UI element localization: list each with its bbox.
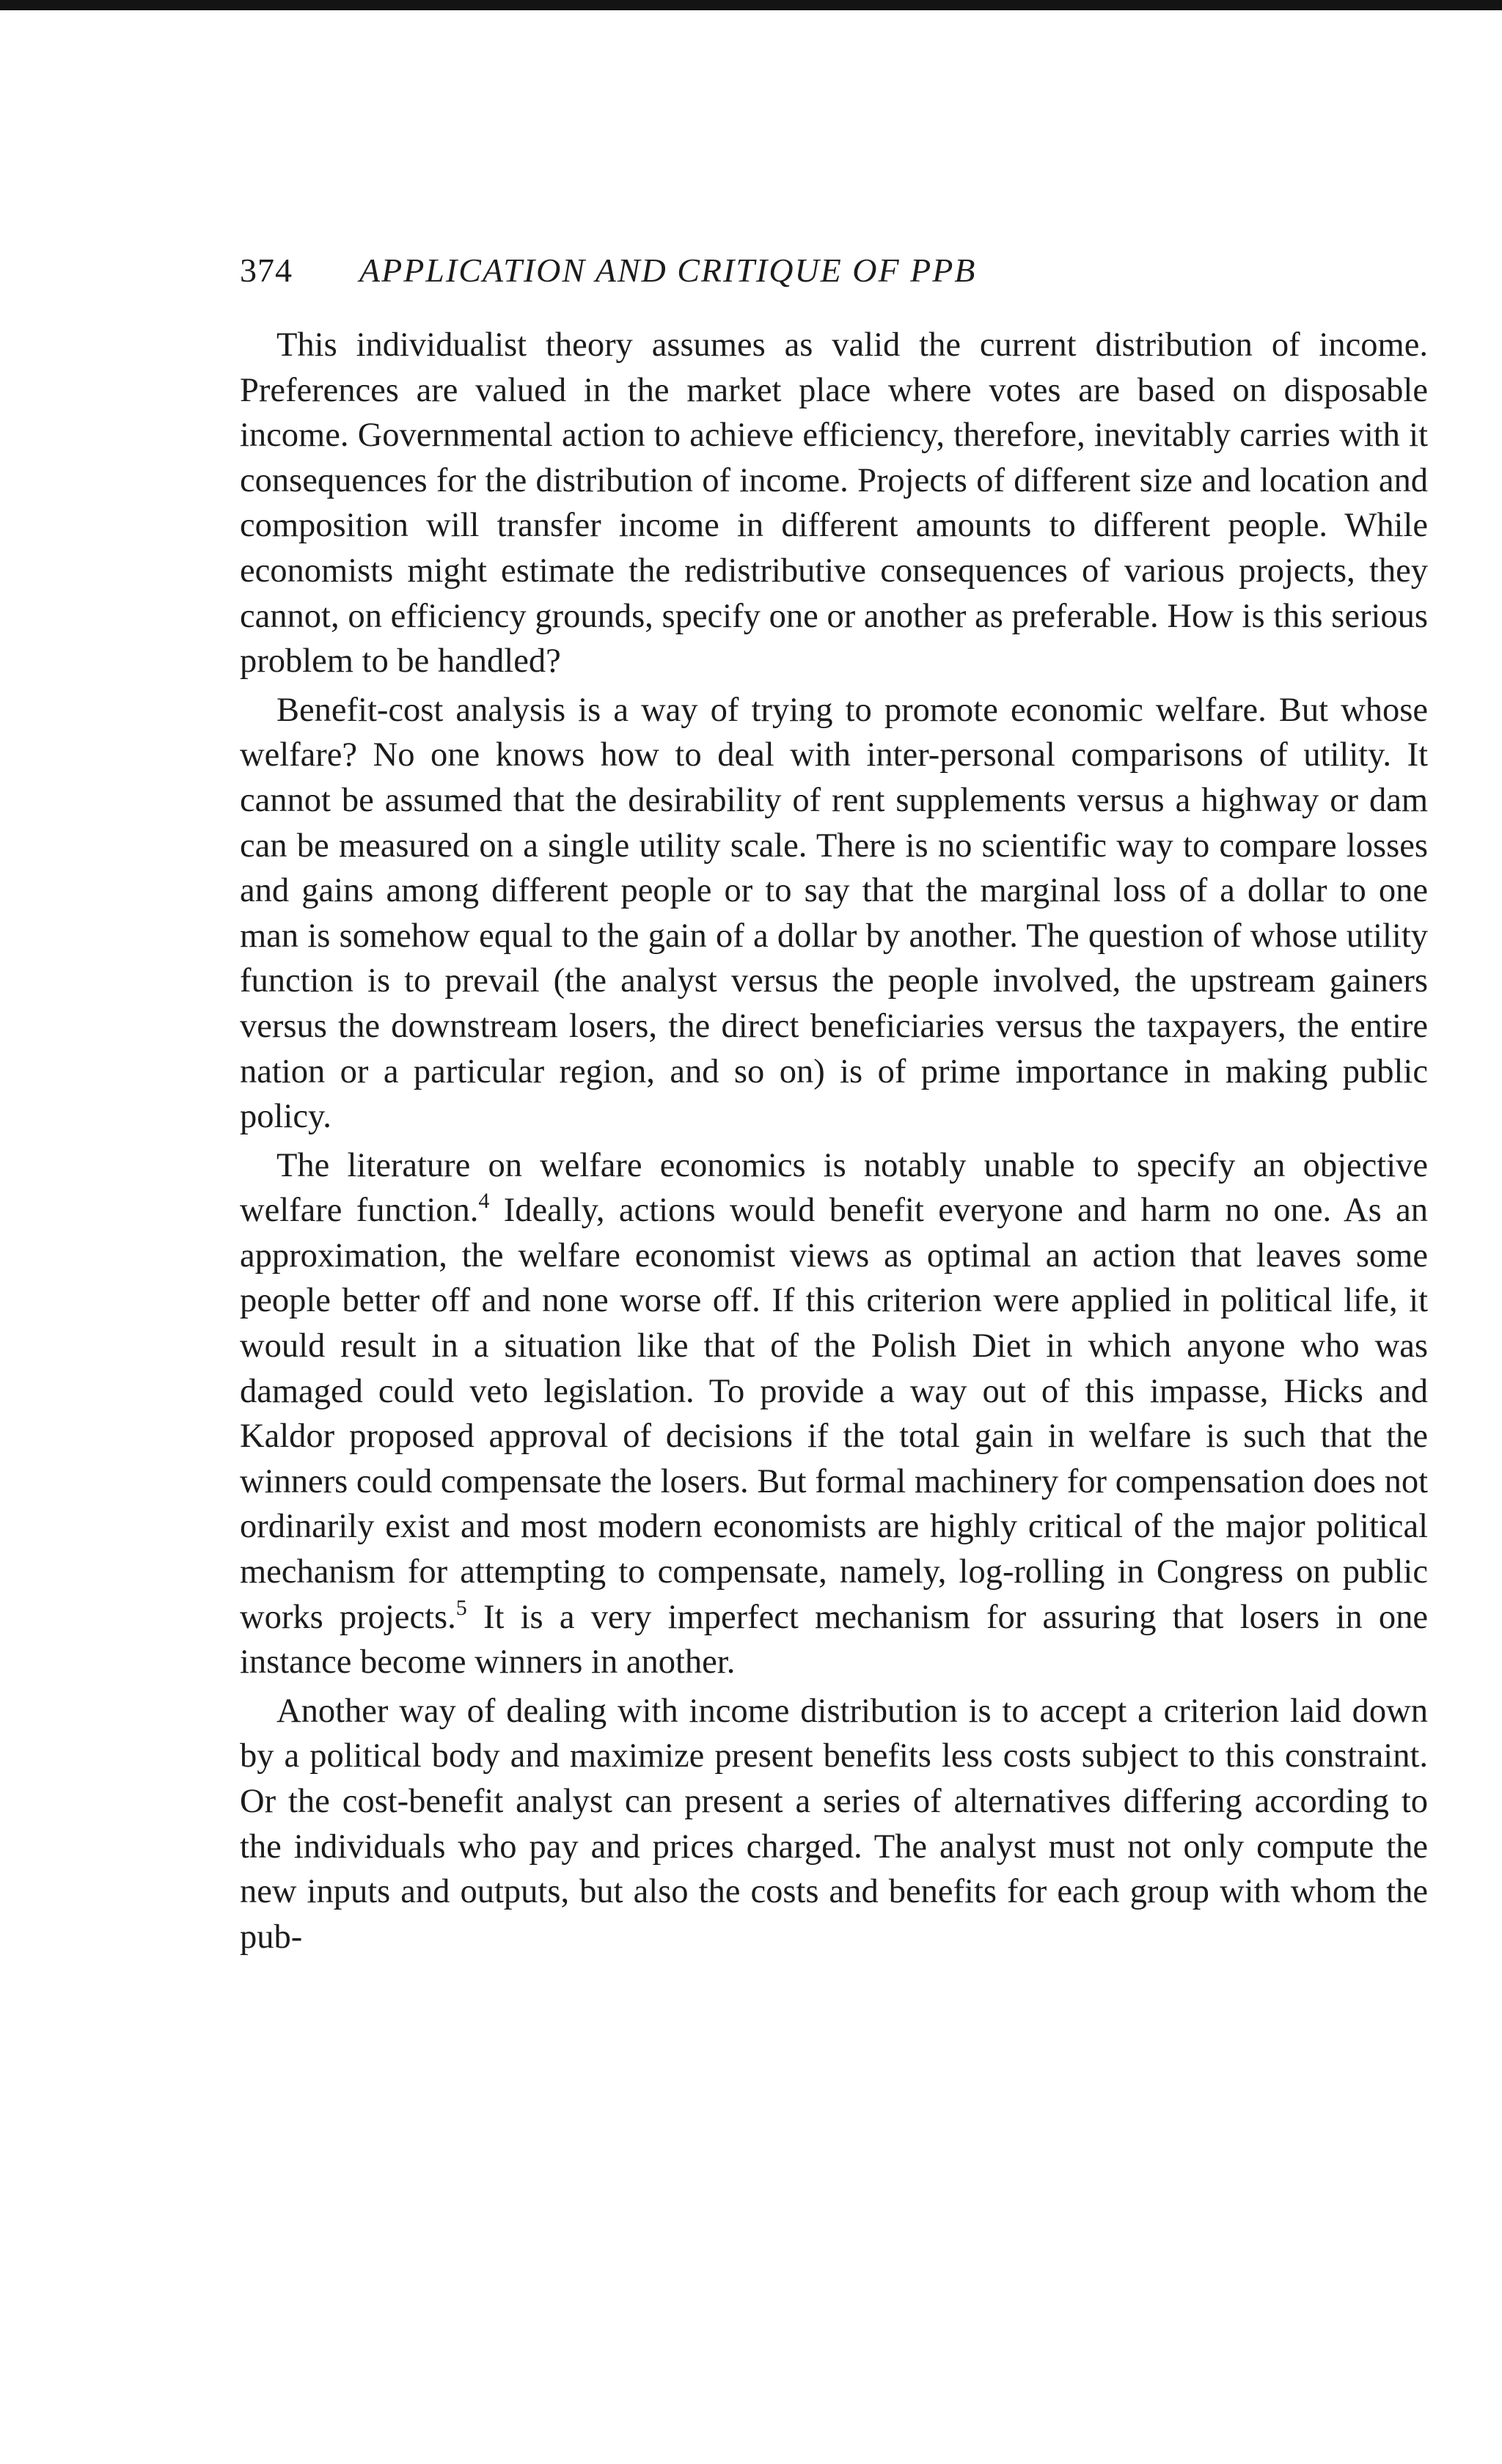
running-title: APPLICATION AND CRITIQUE OF PPB <box>359 252 977 289</box>
footnote-marker[interactable]: 4 <box>478 1189 490 1214</box>
paragraph <box>240 1143 1428 1685</box>
running-header <box>240 245 1428 296</box>
paragraph: Benefit-cost analysis is a way of trying to promote economic welfare. But whose welfare? No one knows how to deal with inter-personal comparisons of utility. It cannot be assumed that the desirability of rent supplements versus a highway or dam can be measured on a single utility scale. There is no scientific way to compare losses and gains among different people or to say that the marginal loss of a dollar to one man is somehow equal to the gain of a dollar by another. The question of whose utility function is to prevail (the analyst versus the people involved, the upstream gainers versus the downstream losers, the direct beneficiaries versus the taxpayers, the entire nation or a particular region, and so on) is of prime importance in making public policy. <box>240 691 1428 1136</box>
page-number: 374 <box>240 252 293 289</box>
paragraph-text: It is a very imperfect mechanism for assuring that losers in one instance become winners in another. <box>240 1598 1428 1682</box>
paragraph-text: The literature on welfare economics is notably unable to specify an objective welfare function. <box>240 1146 1428 1230</box>
scan-top-border <box>0 0 1502 10</box>
paragraph: Another way of dealing with income distribution is to accept a criterion laid down by a political body and maximize present benefits less costs subject to this constraint. Or the cost-benefit analyst can present a series of alternatives differing according to the individuals who pay and prices charged. The analyst must not only compute the new inputs and outputs, but also the costs and benefits for each group with whom the pub- <box>240 1692 1428 1956</box>
body-text <box>240 323 1428 1959</box>
footnote-marker[interactable]: 5 <box>455 1595 467 1620</box>
paragraph: This individualist theory assumes as valid the current distribution of income. Preferences are valued in the market place where votes are based on disposable income. Governmental action to achieve efficiency, therefore, inevitably carries with it consequences for the distribution of income. Projects of different size and location and composition will transfer income in different amounts to different people. While economists might estimate the redistributive consequences of various projects, they cannot, on efficiency grounds, specify one or another as preferable. How is this serious problem to be handled? <box>240 326 1428 681</box>
paragraph-text: Ideally, actions would benefit everyone and harm no one. As an approximation, the welfare economist views as optimal an action that leaves some people better off and none worse off. If this criterion were applied in political life, it would result in a situation like that of the Polish Diet in which anyone who was damaged could veto legislation. To provide a way out of this impasse, Hicks and Kaldor proposed approval of decisions if the total gain in welfare is such that the winners could compensate the losers. But formal machinery for compensation does not ordinarily exist and most modern economists are highly critical of the major political mechanism for attempting to compensate, namely, log-rolling in Congress on public works projects. <box>240 1192 1428 1636</box>
